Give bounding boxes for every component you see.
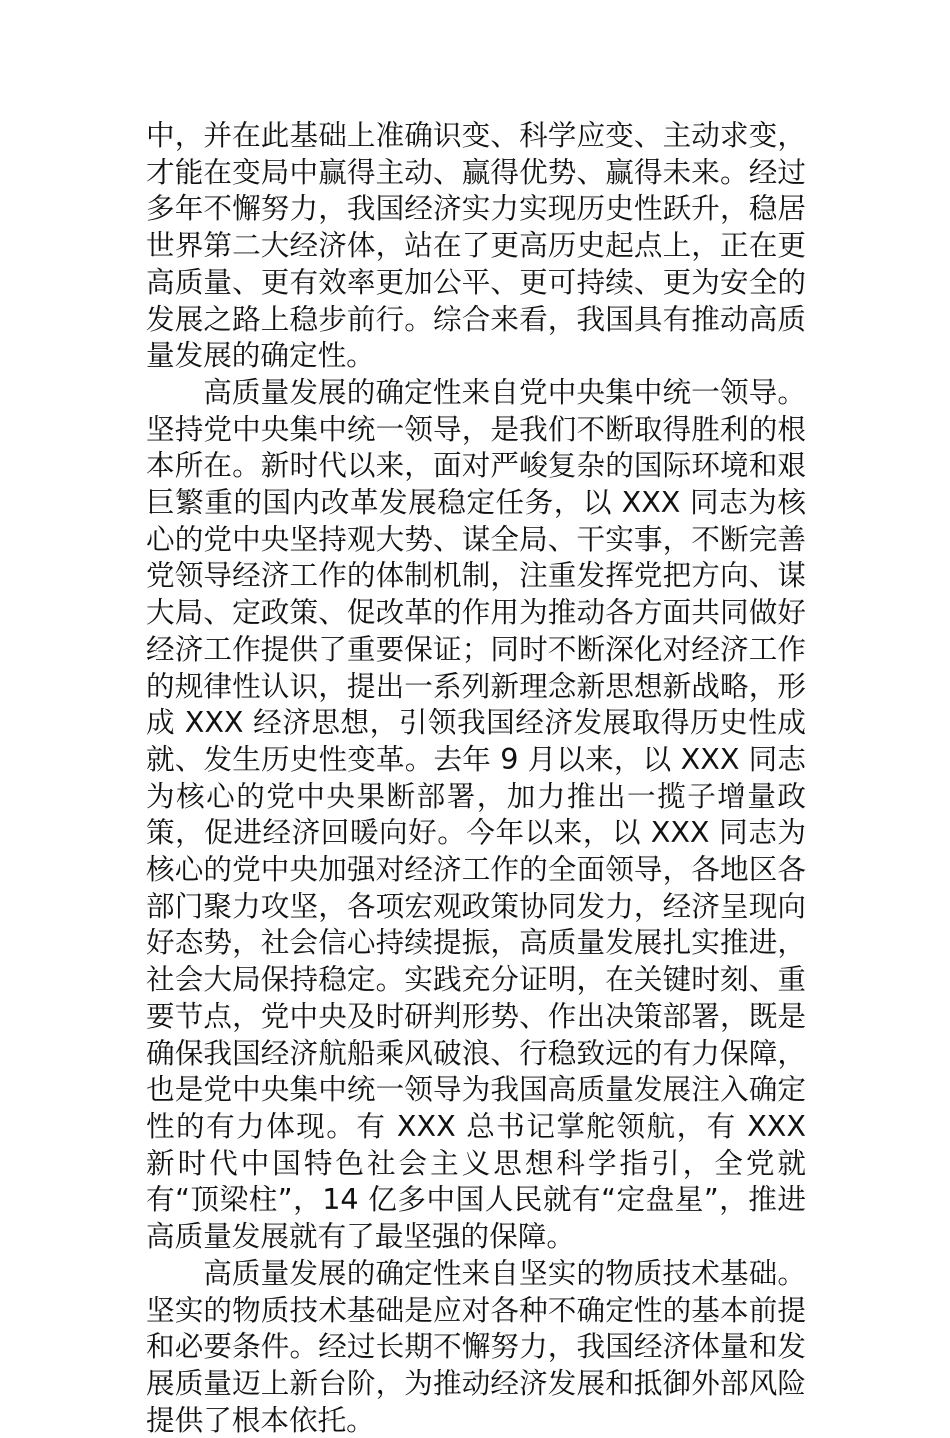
paragraph-continuation: 中，并在此基础上准确识变、科学应变、主动求变，才能在变局中赢得主动、赢得优势、赢得未来。经过多年不懈努力，我国经济实力实现历史性跃升，稳居世界第二大经济体，站在了更高历史起点上，正在更高质量、更有效率更加公平、更可持续、更为安全的发展之路上稳步前行。综合来看，我国具有推动高质量发展的确定性。 [146,118,806,373]
document-body [146,117,806,1438]
paragraph-party-leadership: 高质量发展的确定性来自党中央集中统一领导。坚持党中央集中统一领导，是我们不断取得胜利的根本所在。新时代以来，面对严峻复杂的国际环境和艰巨繁重的国内改革发展稳定任务，以 XXX 同志为核心的党中央坚持观大势、谋全局、干实事，不断完善党领导经济工作的体制机制，注重发挥党把方向、谋大局、定政策、促改革的作用为推动各方面共同做好经济工作提供了重要保证；同时不断深化对经济工作的规律性认识，提出一系列新理念新思想新战略，形成 XXX 经济思想，引领我国经济发展取得历史性成就、发生历史性变革。去年 9 月以来，以 XXX 同志为核心的党中央果断部署，加力推出一揽子增量政策，促进经济回暖向好。今年以来，以 XXX 同志为核心的党中央加强对经济工作的全面领导，各地区各部门聚力攻坚，各项宏观政策协同发力，经济呈现向好态势，社会信心持续提振，高质量发展扎实推进，社会大局保持稳定。实践充分证明，在关键时刻、重要节点，党中央及时研判形势、作出决策部署，既是确保我国经济航船乘风破浪、行稳致远的有力保障，也是党中央集中统一领导为我国高质量发展注入确定性的有力体现。有 XXX 总书记掌舵领航，有 XXX 新时代中国特色社会主义思想科学指引，全党就有“顶梁柱”，14 亿多中国人民就有“定盘星”，推进高质量发展就有了最坚强的保障。 [146,374,806,1254]
paragraph-material-foundation: 高质量发展的确定性来自坚实的物质技术基础。坚实的物质技术基础是应对各种不确定性的基本前提和必要条件。经过长期不懈努力，我国经济体量和发展质量迈上新台阶，为推动经济发展和抵御外部风险提供了根本依托。 [146,1255,806,1437]
